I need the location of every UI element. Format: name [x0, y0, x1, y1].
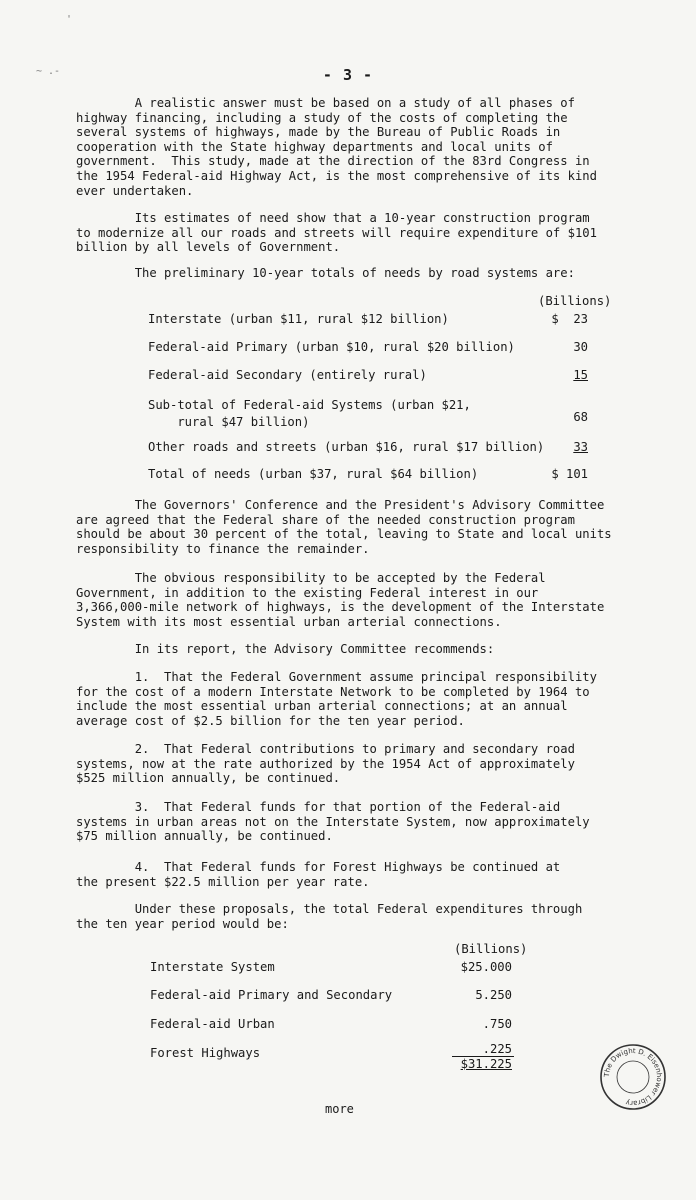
- needs-row-label: Total of needs (urban $37, rural $64 billion): [148, 467, 479, 481]
- federal-row-label: Federal-aid Urban: [150, 1017, 275, 1031]
- federal-table-unit-header: (Billions): [454, 942, 528, 956]
- continuation-note: more: [325, 1102, 354, 1116]
- federal-row-value: $25.000: [460, 960, 512, 974]
- needs-row-value: $ 23: [551, 312, 588, 326]
- recommendation-1: 1. That the Federal Government assume principal responsibility for the cost of a modern Interstate Network to be completed by 1964 to include the most essential urban arterial connections; at an annual average cost of $2.5 billion for the ten year period.: [76, 670, 597, 728]
- needs-row-value: $ 101: [551, 467, 588, 481]
- paragraph-under-proposals: Under these proposals, the total Federal expenditures through the ten year period would be:: [76, 902, 583, 931]
- paragraph-responsibility: The obvious responsibility to be accepted by the Federal Government, in addition to the existing Federal interest in our 3,366,000-mile network of highways, is the development of the Interstate System with its most essential urban arterial connections.: [76, 571, 605, 629]
- needs-table-unit-header: (Billions): [538, 294, 612, 308]
- paragraph-governors: The Governors' Conference and the President's Advisory Committee are agreed that the Federal share of the needed construction program should be about 30 percent of the total, leaving to State and local units responsibility to finance the remainder.: [76, 498, 612, 556]
- library-stamp: [598, 1042, 668, 1112]
- paragraph-study: A realistic answer must be based on a study of all phases of highway financing, including a study of the costs of completing the several systems of highways, made by the Bureau of Public Roads in cooperation with the State highway departments and local units of government. This study, made at the direction of the 83rd Congress in the 1954 Federal-aid Highway Act, is the most comprehensive of its kind ever undertaken.: [76, 96, 597, 198]
- recommendation-2: 2. That Federal contributions to primary and secondary road systems, now at the rate authorized by the 1954 Act of approximately $525 million annually, be continued.: [76, 742, 575, 786]
- federal-row-label: Interstate System: [150, 960, 275, 974]
- needs-row-label: Other roads and streets (urban $16, rural $17 billion): [148, 440, 545, 454]
- federal-row-label: Federal-aid Primary and Secondary: [150, 988, 393, 1002]
- stamp-text: The Dwight D. Eisenhower Library: [602, 1046, 664, 1108]
- needs-row-label: Federal-aid Primary (urban $10, rural $20 billion): [148, 340, 515, 354]
- scan-mark: ~ .-: [36, 66, 61, 77]
- paragraph-estimates: Its estimates of need show that a 10-year construction program to modernize all our roads and streets will require expenditure of $101 billion by all levels of Government.: [76, 211, 597, 255]
- federal-row-value: .750: [482, 1017, 512, 1031]
- federal-total-value: $31.225: [460, 1057, 512, 1071]
- needs-row-value: 68: [573, 410, 588, 424]
- federal-row-label: Forest Highways: [150, 1046, 261, 1060]
- page-number: - 3 -: [322, 66, 374, 84]
- needs-row-value: 33: [573, 440, 588, 454]
- paragraph-recommends: In its report, the Advisory Committee recommends:: [76, 642, 495, 656]
- needs-row-label: Interstate (urban $11, rural $12 billion): [148, 312, 449, 326]
- recommendation-4: 4. That Federal funds for Forest Highways be continued at the present $22.5 million per year rate.: [76, 860, 561, 889]
- needs-row-label: Sub-total of Federal-aid Systems (urban $21, rural $47 billion): [148, 398, 471, 429]
- recommendation-3: 3. That Federal funds for that portion of the Federal-aid systems in urban areas not on the Interstate System, now approximately $75 million annually, be continued.: [76, 800, 590, 844]
- needs-row-value: 15: [573, 368, 588, 382]
- federal-row-value: 5.250: [475, 988, 512, 1002]
- needs-row-value: 30: [573, 340, 588, 354]
- svg-text:The Dwight D. Eisenhower Libra: [603, 1047, 663, 1107]
- scan-mark: ': [66, 14, 73, 25]
- paragraph-preliminary: The preliminary 10-year totals of needs by road systems are:: [76, 266, 575, 280]
- needs-row-label: Federal-aid Secondary (entirely rural): [148, 368, 427, 382]
- federal-row-value: .225: [482, 1042, 512, 1056]
